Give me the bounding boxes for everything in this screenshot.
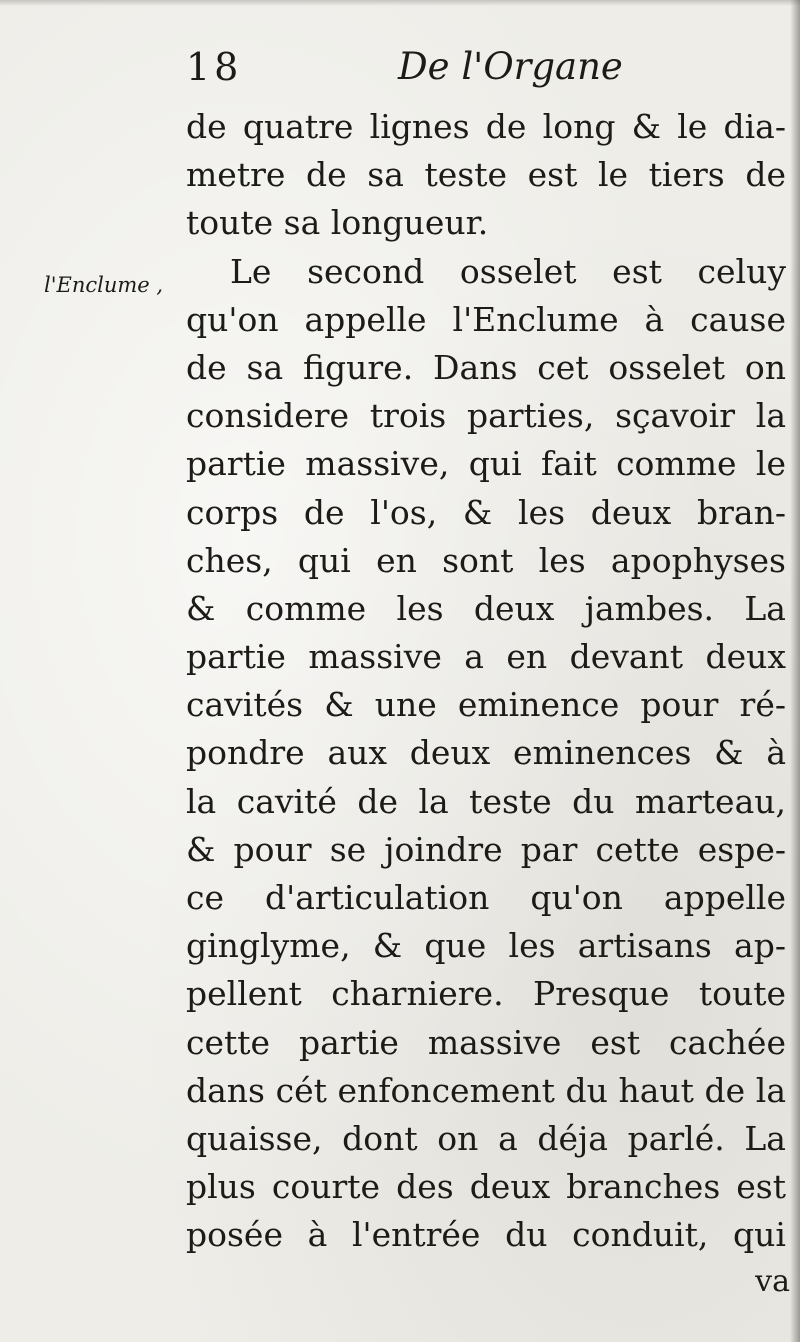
- text-line: considere trois parties, sçavoir la: [186, 396, 786, 436]
- text-line: ches, qui en sont les apophyses: [186, 540, 786, 580]
- page-gutter-shadow: [790, 0, 800, 1342]
- text-line: ce d'articulation qu'on appelle: [186, 878, 786, 917]
- text-line: cavités & une eminence pour ré-: [186, 685, 786, 725]
- text-line: corps de l'os, & les deux bran-: [186, 492, 786, 532]
- text-line: cette partie massive est cachée: [186, 1022, 786, 1062]
- text-line: posée à l'entrée du conduit, qui: [186, 1215, 786, 1255]
- text-line: pellent charniere. Presque toute: [186, 974, 786, 1014]
- text-line: Le second osselet est celuy: [230, 251, 786, 291]
- text-line: partie massive a en devant deux: [186, 637, 786, 677]
- catchword: va: [755, 1264, 790, 1299]
- text-line: la cavité de la teste du marteau,: [186, 781, 786, 821]
- text-line: metre de sa teste est le tiers de: [186, 155, 786, 195]
- body-text: [186, 103, 786, 1260]
- text-line: pondre aux deux eminences & à: [186, 733, 786, 773]
- page-number: 18: [186, 45, 243, 89]
- page-top-shadow: [0, 0, 800, 6]
- text-line: & comme les deux jambes. La: [186, 588, 786, 628]
- margin-note: l'Enclume ,: [44, 273, 164, 297]
- text-line: de quatre lignes de long & le dia-: [186, 107, 786, 146]
- page-header: [186, 42, 786, 92]
- text-line: toute sa longueur.: [186, 203, 489, 243]
- text-line: de sa figure. Dans cet osselet on: [186, 347, 786, 387]
- text-line: dans cét enfoncement du haut de la: [186, 1070, 786, 1110]
- text-line: qu'on appelle l'Enclume à cause: [186, 299, 786, 339]
- text-line: partie massive, qui fait comme le: [186, 444, 786, 484]
- text-line: ginglyme, & que les artisans ap-: [186, 926, 786, 966]
- running-title: De l'Organe: [398, 45, 623, 88]
- text-line: plus courte des deux branches est: [186, 1167, 786, 1207]
- text-line: & pour se joindre par cette espe-: [186, 829, 786, 869]
- text-line: quaisse, dont on a déja parlé. La: [186, 1118, 786, 1158]
